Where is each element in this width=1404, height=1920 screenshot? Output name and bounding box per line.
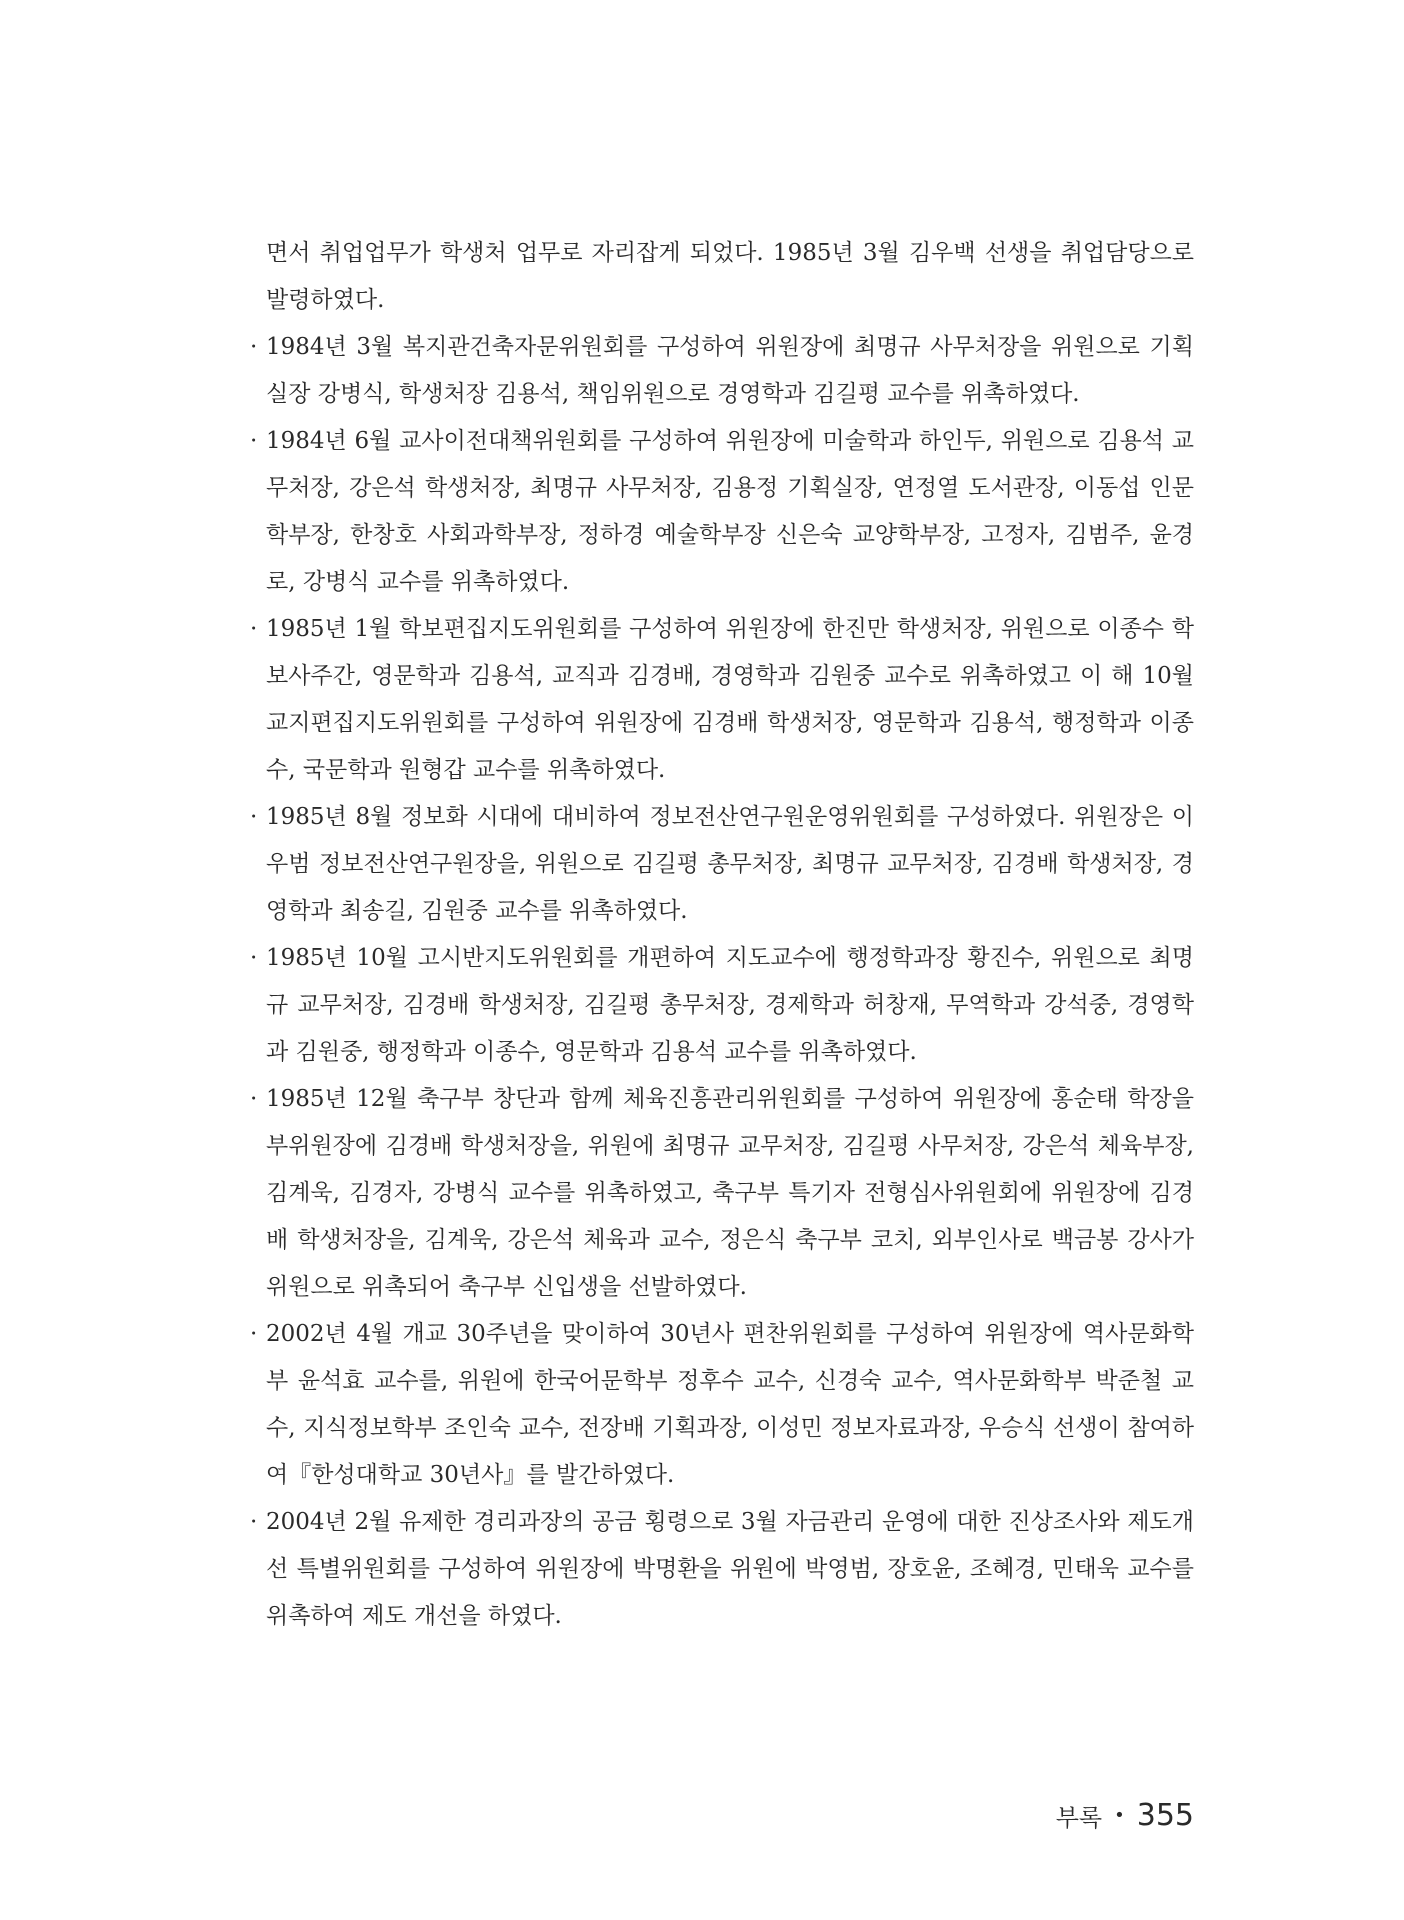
list-item	[250, 1499, 1194, 1640]
footer-separator: •	[1114, 1805, 1125, 1826]
bullet-mark: ·	[250, 428, 258, 454]
list-item-text: 1985년 8월 정보화 시대에 대비하여 정보전산연구원운영위원회를 구성하였다. 위원장은 이우범 정보전산연구원장을, 위원으로 김길평 총무처장, 최명규 교무처장, 김경배 학생처장, 경영학과 최송길, 김원중 교수를 위촉하였다.	[266, 804, 1194, 924]
bullet-mark: ·	[250, 1086, 258, 1112]
list-item	[250, 606, 1194, 794]
bullet-mark: ·	[250, 334, 258, 360]
intro-paragraph: 면서 취업업무가 학생처 업무로 자리잡게 되었다. 1985년 3월 김우백 선생을 취업담당으로 발령하였다.	[266, 240, 1194, 313]
list-item-text: 1985년 12월 축구부 창단과 함께 체육진흥관리위원회를 구성하여 위원장에 홍순태 학장을 부위원장에 김경배 학생처장을, 위원에 최명규 교무처장, 김길평 사무처장, 강은석 체육부장, 김계욱, 김경자, 강병식 교수를 위촉하였고, 축구부 특기자 전형심사위원회에 위원장에 김경배 학생처장을, 김계욱, 강은석 체육과 교수, 정은식 축구부 코치, 외부인사로 백금봉 강사가 위원으로 위촉되어 축구부 신입생을 선발하였다.	[266, 1086, 1194, 1300]
bullet-mark: ·	[250, 1509, 258, 1535]
bullet-mark: ·	[250, 1321, 258, 1347]
list-item	[250, 935, 1194, 1076]
list-item-text: 1985년 10월 고시반지도위원회를 개편하여 지도교수에 행정학과장 황진수, 위원으로 최명규 교무처장, 김경배 학생처장, 김길평 총무처장, 경제학과 허창재, 무역학과 강석중, 경영학과 김원중, 행정학과 이종수, 영문학과 김용석 교수를 위촉하였다.	[266, 945, 1194, 1065]
list-item	[250, 324, 1194, 418]
page-body	[250, 230, 1194, 1640]
bullet-mark: ·	[250, 804, 258, 830]
page-footer	[1056, 1798, 1194, 1833]
bullet-mark: ·	[250, 945, 258, 971]
list-item-text: 1984년 3월 복지관건축자문위원회를 구성하여 위원장에 최명규 사무처장을 위원으로 기획실장 강병식, 학생처장 김용석, 책임위원으로 경영학과 김길평 교수를 위촉하였다.	[266, 334, 1194, 407]
bullet-mark: ·	[250, 616, 258, 642]
footer-section-label: 부록	[1055, 1804, 1103, 1832]
page-number: 355	[1136, 1798, 1194, 1833]
list-item	[250, 418, 1194, 606]
list-item-text: 1985년 1월 학보편집지도위원회를 구성하여 위원장에 한진만 학생처장, 위원으로 이종수 학보사주간, 영문학과 김용석, 교직과 김경배, 경영학과 김원중 교수로 위촉하였고 이 해 10월 교지편집지도위원회를 구성하여 위원장에 김경배 학생처장, 영문학과 김용석, 행정학과 이종수, 국문학과 원형갑 교수를 위촉하였다.	[266, 616, 1194, 783]
list-item-text: 2002년 4월 개교 30주년을 맞이하여 30년사 편찬위원회를 구성하여 위원장에 역사문화학부 윤석효 교수를, 위원에 한국어문학부 정후수 교수, 신경숙 교수, 역사문화학부 박준철 교수, 지식정보학부 조인숙 교수, 전장배 기획과장, 이성민 정보자료과장, 우승식 선생이 참여하여『한성대학교 30년사』를 발간하였다.	[266, 1321, 1194, 1488]
list-item	[250, 794, 1194, 935]
list-item-text: 1984년 6월 교사이전대책위원회를 구성하여 위원장에 미술학과 하인두, 위원으로 김용석 교무처장, 강은석 학생처장, 최명규 사무처장, 김용정 기획실장, 연정열 도서관장, 이동섭 인문학부장, 한창호 사회과학부장, 정하경 예술학부장 신은숙 교양학부장, 고정자, 김범주, 윤경로, 강병식 교수를 위촉하였다.	[266, 428, 1194, 595]
list-item	[250, 1311, 1194, 1499]
list-item	[250, 1076, 1194, 1311]
list-item-text: 2004년 2월 유제한 경리과장의 공금 횡령으로 3월 자금관리 운영에 대한 진상조사와 제도개선 특별위원회를 구성하여 위원장에 박명환을 위원에 박영범, 장호윤, 조혜경, 민태욱 교수를 위촉하여 제도 개선을 하였다.	[266, 1509, 1194, 1629]
